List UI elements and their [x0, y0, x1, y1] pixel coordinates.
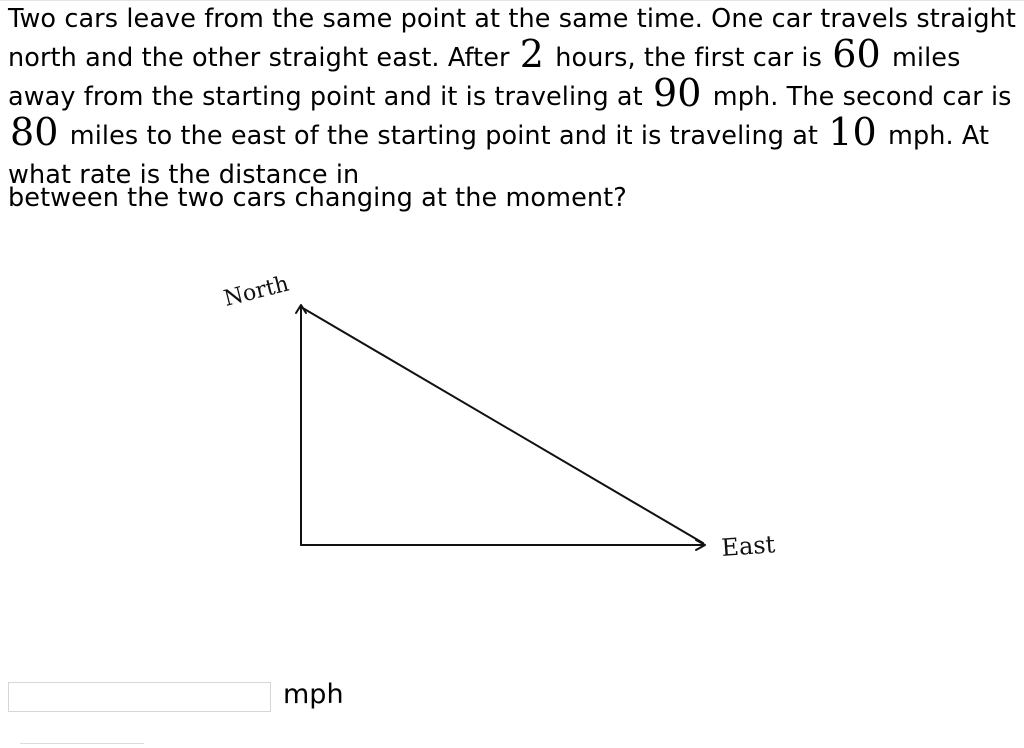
problem-text-5: miles to the east of the starting point and it is traveling at	[69, 121, 819, 151]
answer-input[interactable]	[8, 682, 271, 712]
hours-value: 2	[519, 32, 545, 76]
car2-speed-value: 10	[828, 110, 877, 154]
problem-text-7: between the two cars changing at the moment?	[8, 183, 627, 213]
problem-text-3: miles away from the starting point and it is traveling at	[8, 43, 961, 112]
problem-text-6: mph. At what rate is the distance in	[8, 121, 990, 190]
north-label: North	[221, 271, 292, 312]
car1-distance-value: 60	[832, 32, 881, 76]
east-label: East	[720, 530, 777, 562]
problem-text-4: mph. The second car is	[712, 82, 1012, 112]
car1-speed-value: 90	[652, 71, 702, 115]
hypotenuse	[301, 307, 703, 543]
problem-text-2: hours, the first car is	[555, 43, 822, 73]
problem-text-1: Two cars leave from the same point at the same time. One car travels straight north and the other straight east. After	[8, 4, 1017, 73]
bottom-edge-tab	[20, 743, 144, 748]
car2-distance-value: 80	[10, 110, 59, 154]
answer-unit-label: mph	[283, 679, 344, 710]
